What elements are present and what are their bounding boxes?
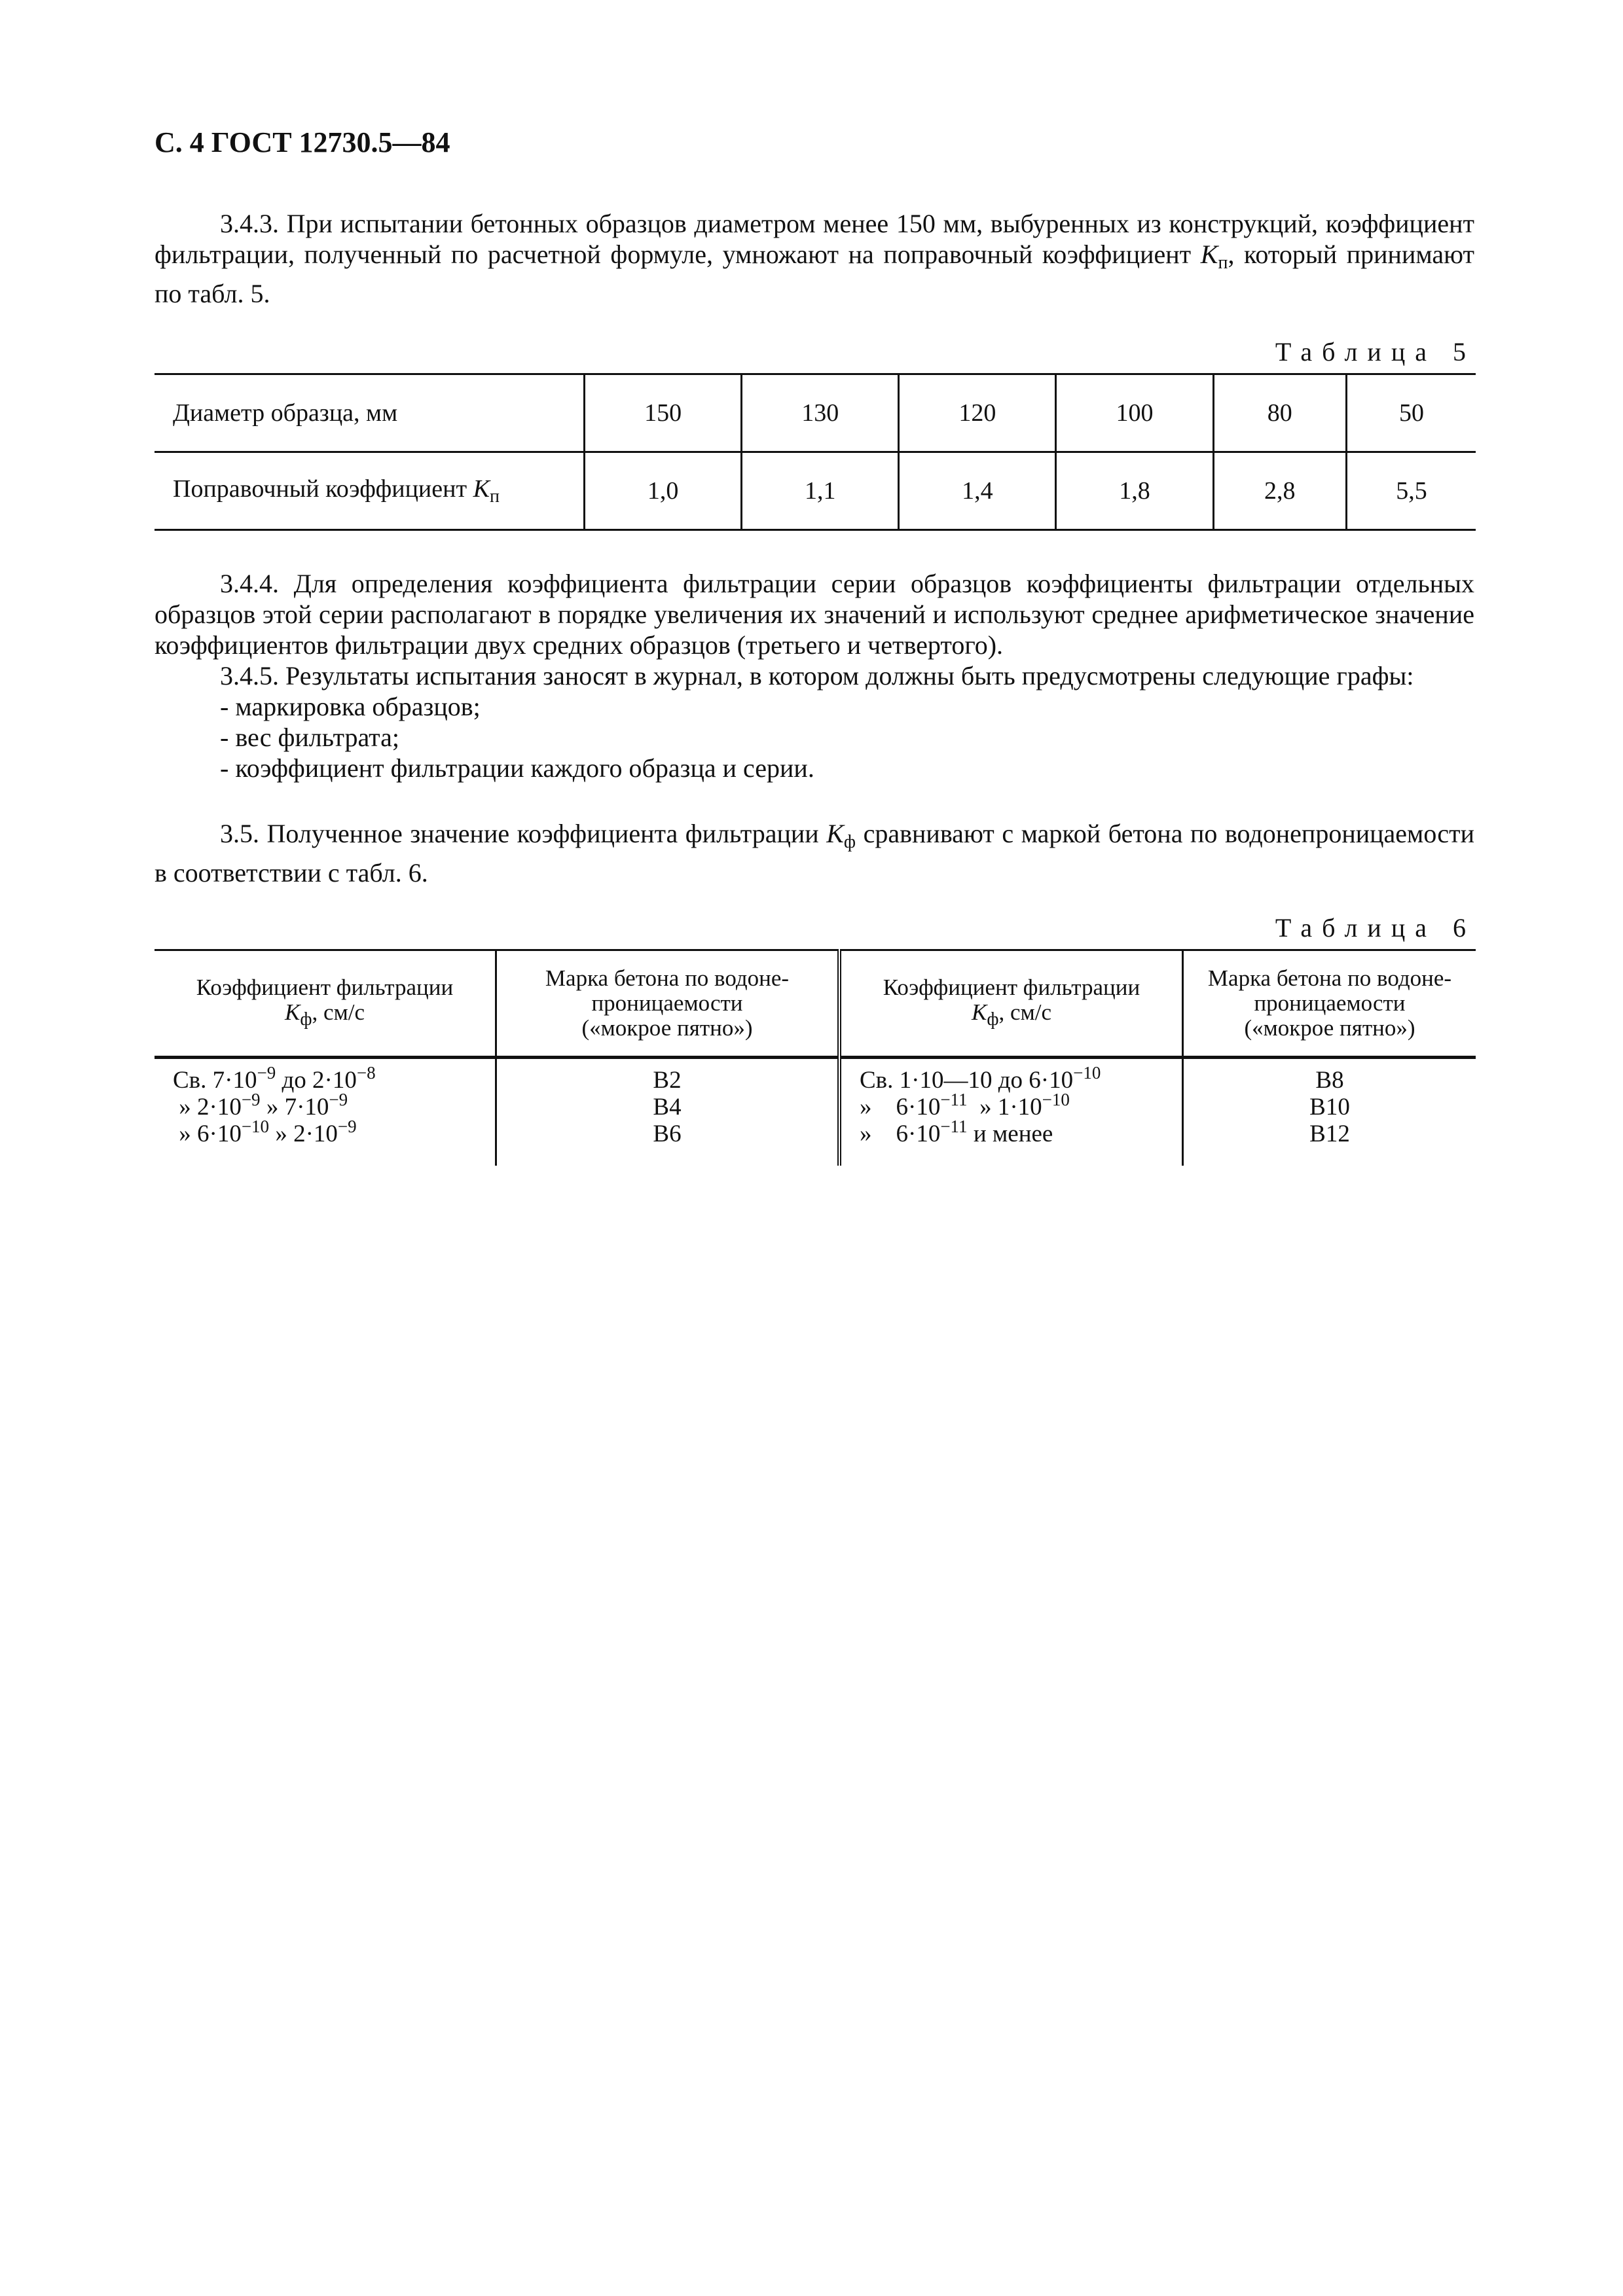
header-unit: , см/с [312,999,365,1025]
exponent: −9 [257,1063,276,1083]
paragraph-3-5-lead: 3.5. Полученное значение коэффициента фильтрации [220,819,827,848]
table6-header-coefficient [839,950,1183,1058]
table6-caption: Таблица 6 [1275,913,1476,942]
coefficient-subscript: п [1218,253,1228,273]
value-text: » 2·10 [179,1094,242,1121]
value-text: » 2·10 [269,1121,338,1147]
table5-k-subscript: п [489,486,500,507]
table6-header-grade [496,950,840,1058]
table6-body-row [155,1058,1476,1166]
table6-right-grades [1183,1058,1476,1166]
table5-cell: 1,8 [1056,452,1213,530]
grade-value: B8 [1315,1067,1344,1094]
exponent: −9 [329,1090,348,1109]
header-text: Марка бетона по водоне- [1207,965,1452,991]
paragraph-3-4-5-lead: 3.4.5. Результаты испытания заносят в журнал, в котором должны быть предусмотрены следующие графы: [220,661,1414,691]
header-text: Коэффициент фильтрации [883,974,1140,1000]
table5-row2-text: Поправочный коэффициент [173,475,473,503]
header-text: проницаемости [591,990,743,1016]
header-unit: , см/с [998,999,1051,1025]
grade-value: B4 [653,1094,682,1121]
value-text: до 2·10 [276,1067,357,1094]
table5-cell: 1,0 [585,452,742,530]
exponent: −10 [241,1117,270,1136]
table5-cell: 80 [1213,374,1346,452]
table5 [155,373,1476,531]
table6-header-row [155,950,1476,1058]
kf-symbol: K [972,999,987,1025]
header-text: Коэффициент фильтрации [196,974,454,1000]
table6-left-coefficients [155,1058,496,1166]
table5-cell: 120 [899,374,1056,452]
paragraph-3-4-4 [155,568,1474,660]
header-text: («мокрое пятно») [1244,1015,1415,1041]
table6-left-grades [496,1058,840,1166]
list-item: - маркировка образцов; [220,692,481,721]
kf-symbol: K [285,999,301,1025]
table5-cell: 1,1 [742,452,899,530]
value-text: Св. 7·10 [173,1067,257,1094]
page-header: С. 4 ГОСТ 12730.5—84 [155,126,450,158]
kf-subscript: ф [300,1009,312,1030]
value-text: » 6·10 [860,1121,941,1147]
paragraph-3-4-4-text: 3.4.4. Для определения коэффициента фильтрации серии образцов коэффициенты фильтрации отдельных образцов этой серии располагают в порядке увеличения их значений и используют среднее арифметическое значение коэффициентов фильтрации двух средних образцов (третьего и четвертого). [155,569,1474,660]
grade-value: B6 [653,1121,682,1147]
header-text: проницаемости [1254,990,1406,1016]
paragraph-3-4-3-tail: , который принимают по табл. 5. [155,240,1474,308]
table5-row-diameter [155,374,1476,452]
grade-value: B2 [653,1067,682,1094]
paragraph-3-4-3-lead: 3.4.3. При испытании бетонных образцов диаметром менее 150 мм, выбуренных из конструкций, коэффициент фильтрации, полученный по расчетной формуле, умножают на поправочный коэффициент [155,209,1474,269]
exponent: −11 [940,1117,968,1136]
exponent: −10 [1042,1090,1070,1109]
table5-cell: 1,4 [899,452,1056,530]
table5-row-label [155,452,585,530]
table5-row-coefficient [155,452,1476,530]
table5-cell: 100 [1056,374,1213,452]
header-text: («мокрое пятно») [581,1015,753,1041]
table5-cell: 130 [742,374,899,452]
table5-cell: 5,5 [1346,452,1476,530]
header-text: Марка бетона по водоне- [545,965,790,991]
exponent: −10 [1073,1063,1101,1083]
kf-symbol: K [826,819,844,848]
paragraph-3-4-3 [155,208,1474,309]
table6-header-grade [1183,950,1476,1058]
table6 [155,949,1476,1166]
table6-right-coefficients [839,1058,1183,1166]
table6-header-coefficient [155,950,496,1058]
list-item: - вес фильтрата; [220,723,400,752]
exponent: −9 [241,1090,261,1109]
grade-value: B10 [1309,1094,1350,1121]
exponent: −8 [356,1063,376,1083]
table5-cell: 150 [585,374,742,452]
grade-value: B12 [1309,1121,1350,1147]
list-item: - коэффициент фильтрации каждого образца и серии. [220,753,814,783]
coefficient-symbol: K [1200,240,1218,269]
value-text: » 6·10 [860,1094,941,1121]
paragraph-3-5-tail: сравнивают с маркой бетона по водонепроницаемости в соответствии с табл. 6. [155,819,1474,888]
kf-subscript: ф [843,832,856,852]
exponent: −9 [337,1117,357,1136]
table5-caption: Таблица 5 [1275,337,1476,367]
value-text: » 7·10 [260,1094,329,1121]
value-text: Св. 1·10—10 до 6·10 [860,1067,1074,1094]
table5-k-symbol: K [473,475,490,503]
kf-subscript: ф [987,1009,999,1030]
paragraph-3-4-5 [155,660,1474,783]
value-text: » 6·10 [179,1121,242,1147]
value-text: » 1·10 [967,1094,1042,1121]
exponent: −11 [940,1090,968,1109]
table5-row-label: Диаметр образца, мм [155,374,585,452]
value-text: и менее [967,1121,1053,1147]
paragraph-3-5 [155,818,1474,888]
table5-cell: 2,8 [1213,452,1346,530]
table5-cell: 50 [1346,374,1476,452]
